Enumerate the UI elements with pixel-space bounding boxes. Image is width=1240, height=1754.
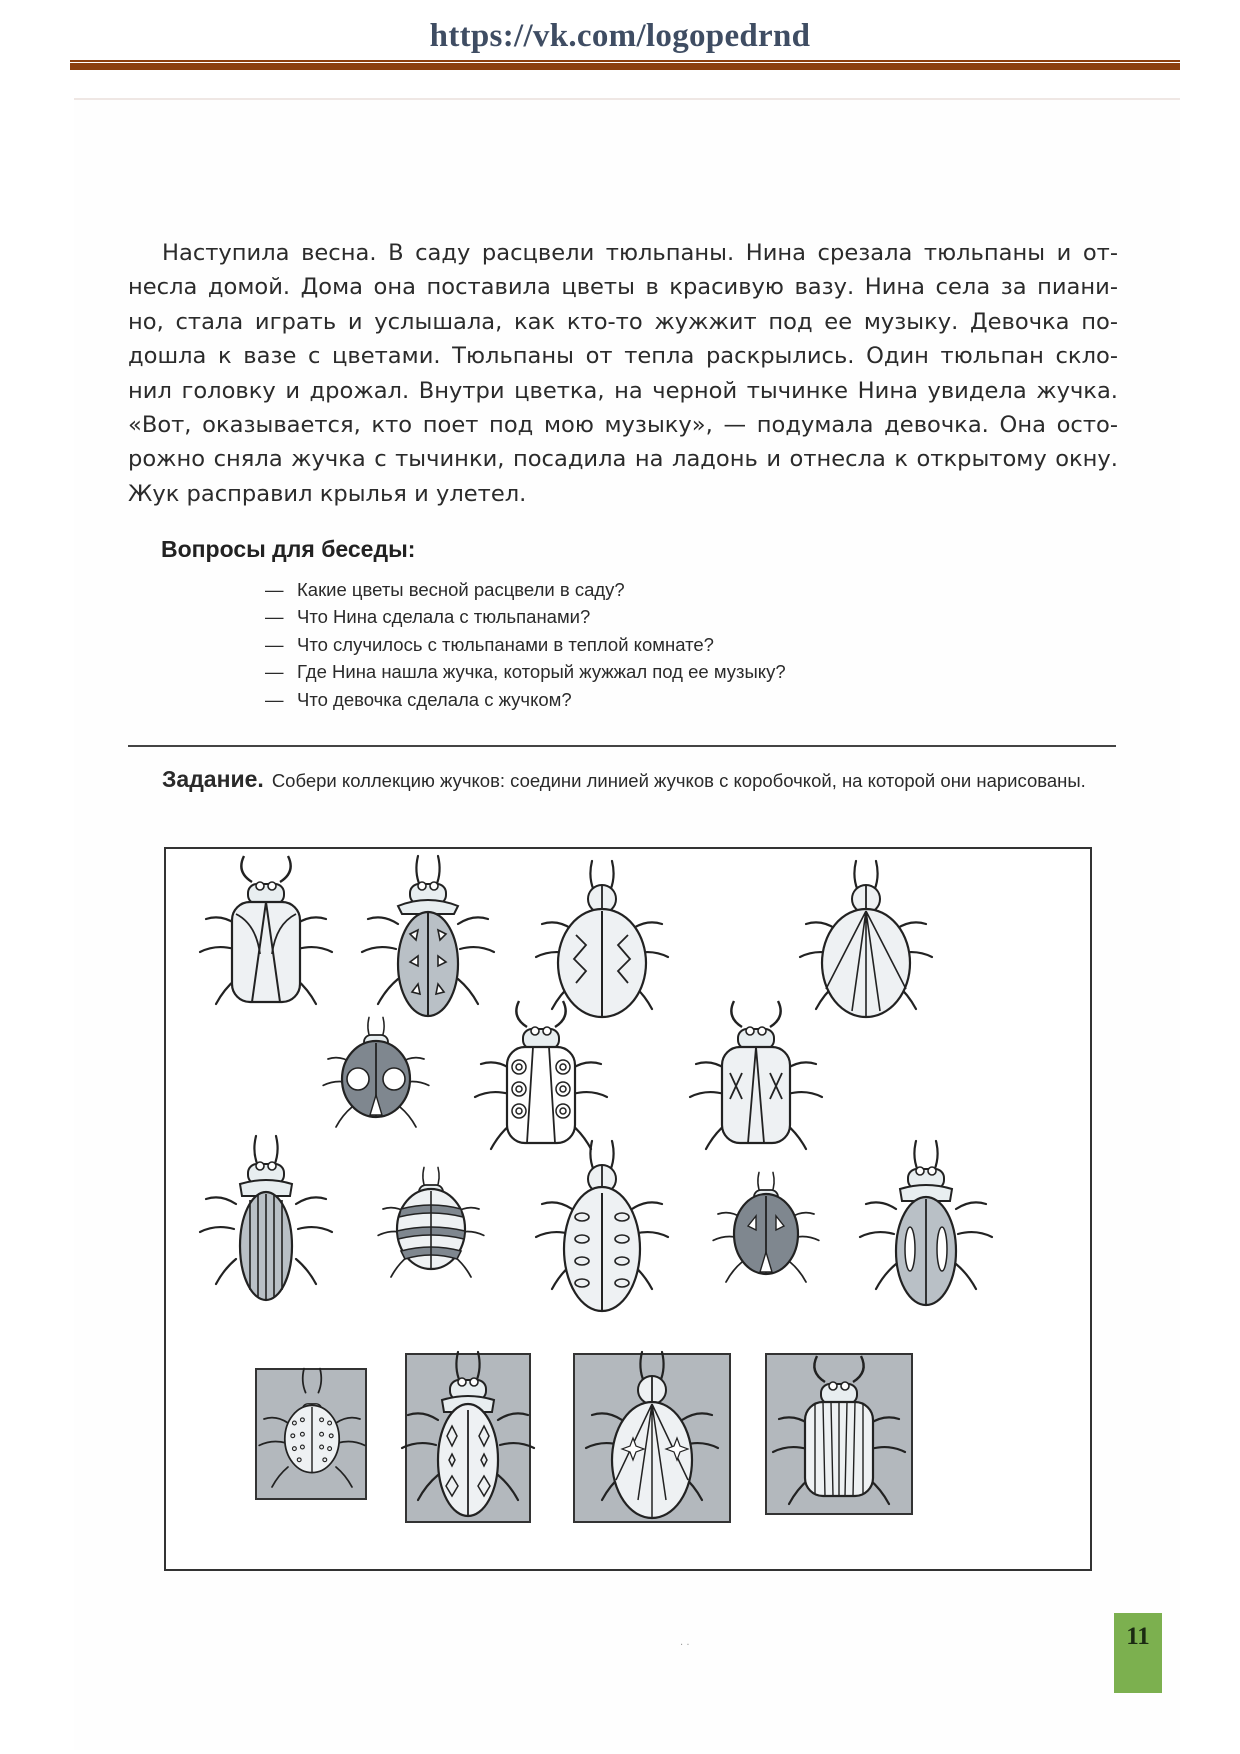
story-line: «Вот, оказывается, кто поет под мою музыку», — подумала девочка. Она осто- [128,412,1118,439]
beetle-two-white-spots [323,1017,429,1127]
box-small-dots [256,1369,366,1499]
story-line: Наступила весна. В саду расцвели тюльпаны. Нина срезала тюльпаны и от- [162,240,1118,266]
speck-marks: · · [680,1640,690,1651]
dash-bullet: — [265,633,284,655]
page-number: 11 [1126,1623,1150,1650]
beetle-ringed-circles [475,1001,607,1149]
beetle-illustrations [166,849,1090,1569]
question-item: — Что Нина сделала с тюльпанами? [265,603,786,630]
story-text [128,236,1118,511]
question-item: — Какие цветы весной расцвели в саду? [265,576,786,603]
dash-bullet: — [265,661,284,683]
story-line: дошла к вазе с цветами. Тюльпаны от тепла раскрылись. Один тюльпан скло- [128,343,1118,370]
story-line: но, стала играть и услышала, как кто-то жужжит под ее музыку. Девочка по- [128,308,1118,335]
story-line: несла домой. Дома она поставила цветы в красивую вазу. Нина села за пиани- [128,274,1118,301]
question-item: — Что девочка сделала с жучком? [265,686,786,713]
beetle-zigzag [536,861,668,1017]
box-diamonds [402,1352,534,1522]
beetle-stag-triangle-wing [200,856,332,1004]
beetle-oval-spots [536,1141,668,1311]
question-item: — Где Нина нашла жучка, который жужжал под ее музыку? [265,658,786,685]
beetle-x-marks [690,1001,822,1149]
story-line: Жук расправил крылья и улетел. [128,480,527,507]
task-text: Собери коллекцию жучков: соедини линией жучков с коробочкой, на которой они нарисованы. [271,770,1086,791]
section-divider [128,745,1116,747]
questions-title: Вопросы для беседы: [161,536,416,562]
task-label: Задание. [162,766,264,792]
page-number-badge [1114,1613,1162,1693]
questions-list [265,576,786,713]
header-url[interactable]: https://vk.com/logopedrnd [429,18,811,54]
beetle-triangles [362,856,494,1016]
task-instructions [128,765,1118,795]
box-stars [574,1352,730,1522]
beetle-horizontal-bands [378,1167,484,1277]
story-line: нил головку и дрожал. Внутри цветка, на черной тычинке Нина увидела жучка. [128,377,1118,404]
story-line: рожно сняла жучка с тычинки, посадила на ладонь и отнесла к открытому окну. [128,446,1118,473]
beetle-exercise-panel [164,847,1092,1571]
beetle-two-triangles [713,1172,819,1282]
beetle-long-white-spots [860,1141,992,1305]
dash-bullet: — [265,606,284,628]
dash-bullet: — [265,579,284,600]
header-rule-thin [70,60,1180,62]
header-rule-thick [70,63,1180,70]
beetle-crossed-lines [800,861,932,1017]
box-fine-stripes [766,1354,912,1514]
beetle-long-stripes [200,1136,332,1300]
question-item: — Что случилось с тюльпанами в теплой комнате? [265,631,786,658]
dash-bullet: — [265,688,284,710]
